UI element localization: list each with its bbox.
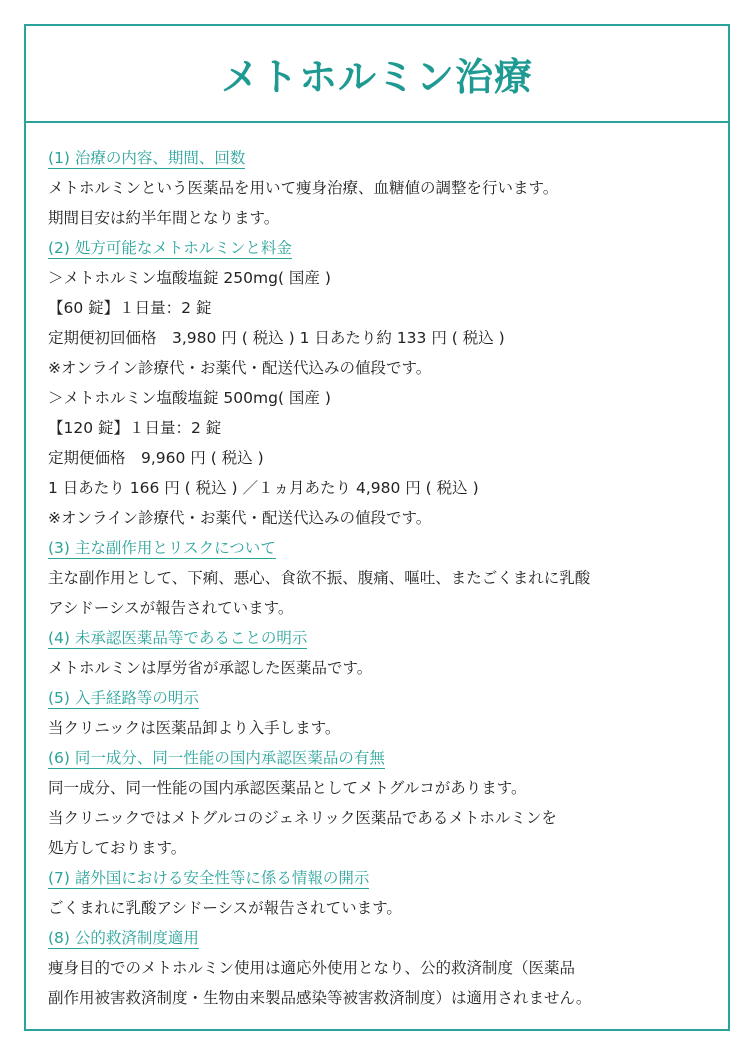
body-text-line [48,293,728,323]
body-text: 主な副作用として、下痢、悪心、食欲不振、腹痛、嘔吐、またごくまれに乳酸 [48,569,591,587]
body-text: メトホルミンという医薬品を用いて痩身治療、血糖値の調整を行います。 [48,179,559,197]
body-text: 【60 錠】１日量：2 錠 [48,299,212,317]
body-text: ごくまれに乳酸アシドーシスが報告されています。 [48,899,402,917]
body-text: メトホルミンは厚労省が承認した医薬品です。 [48,659,373,677]
body-text: 定期便価格 9,960 円 ( 税込 ) [48,449,264,467]
body-text-line [48,203,728,233]
body-text-line [48,803,728,833]
section-heading-text: (7) 諸外国における安全性等に係る情報の開示 [48,869,370,887]
body-text: 期間目安は約半年間となります。 [48,209,280,227]
body-text: 同一成分、同一性能の国内承認医薬品としてメトグルコがあります。 [48,779,527,797]
section-heading [48,683,728,713]
body-text: 【120 錠】１日量：2 錠 [48,419,222,437]
body-text-line [48,953,728,983]
body-text-line [48,353,728,383]
section-heading-text: (1) 治療の内容、期間、回数 [48,149,246,167]
section-heading-text: (3) 主な副作用とリスクについて [48,539,276,557]
section-heading-text: (2) 処方可能なメトホルミンと料金 [48,239,292,257]
body-text-line [48,893,728,923]
section-heading-text: (6) 同一成分、同一性能の国内承認医薬品の有無 [48,749,385,767]
body-text-line [48,323,728,353]
body-text-line [48,833,728,863]
body-text: 定期便初回価格 3,980 円 ( 税込 ) 1 日あたり約 133 円 ( 税込 ) [48,329,505,347]
body-text: 当クリニックは医薬品卸より入手します。 [48,719,341,737]
body-text: ※オンライン診療代・お薬代・配送代込みの値段です。 [48,359,432,377]
body-text-line [48,653,728,683]
content-body [26,123,728,1013]
body-text: 痩身目的でのメトホルミン使用は適応外使用となり、公的救済制度（医薬品 [48,959,576,977]
body-text-line [48,383,728,413]
section-heading-text: (5) 入手経路等の明示 [48,689,199,707]
section-heading-text: (8) 公的救済制度適用 [48,929,199,947]
body-text: ※オンライン診療代・お薬代・配送代込みの値段です。 [48,509,432,527]
body-text-line [48,473,728,503]
section-heading [48,623,728,653]
body-text-line [48,443,728,473]
body-text: アシドーシスが報告されています。 [48,599,294,617]
body-text-line [48,773,728,803]
body-text-line [48,413,728,443]
section-heading [48,233,728,263]
body-text-line [48,503,728,533]
body-text-line [48,713,728,743]
body-text: 処方しております。 [48,839,187,857]
body-text: ＞メトホルミン塩酸塩錠 250mg( 国産 ) [48,269,331,287]
body-text: 当クリニックではメトグルコのジェネリック医薬品であるメトホルミンを [48,809,557,827]
section-heading [48,533,728,563]
body-text-line [48,173,728,203]
body-text-line [48,263,728,293]
body-text-line [48,593,728,623]
body-text-line [48,563,728,593]
section-heading-text: (4) 未承認医薬品等であることの明示 [48,629,308,647]
info-panel [24,24,730,1031]
section-heading [48,743,728,773]
title-header [26,26,728,123]
body-text: 1 日あたり 166 円 ( 税込 ) ／１ヵ月あたり 4,980 円 ( 税込 ) [48,479,479,497]
page-title: メトホルミン治療 [220,55,533,99]
section-heading [48,143,728,173]
body-text: 副作用被害救済制度・生物由来製品感染等被害救済制度）は適用されません。 [48,989,592,1007]
body-text: ＞メトホルミン塩酸塩錠 500mg( 国産 ) [48,389,331,407]
body-text-line [48,983,728,1013]
section-heading [48,923,728,953]
section-heading [48,863,728,893]
